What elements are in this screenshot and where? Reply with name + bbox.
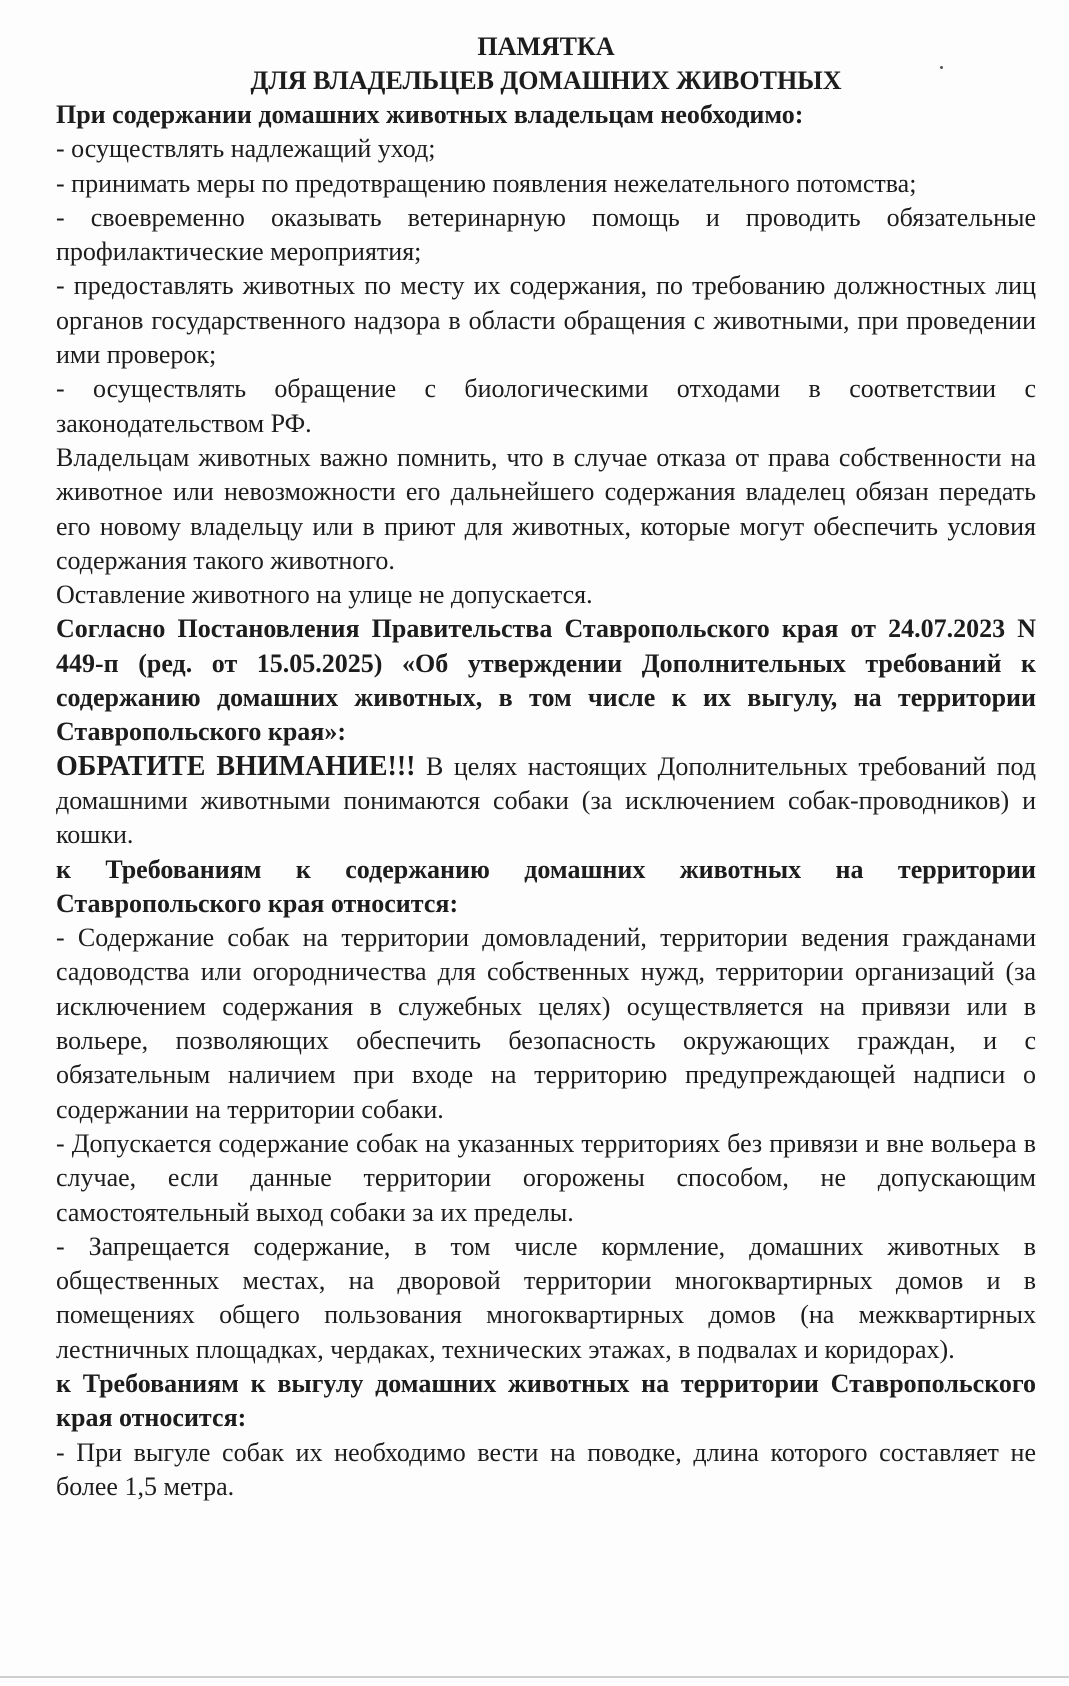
owners-duty-5: - осуществлять обращение с биологическими отходами в соответствии с законодательством РФ. xyxy=(56,374,1036,438)
keeping-rule-2: - Допускается содержание собак на указанных территориях без привязи и вне вольера в случае, если данные территории огорожены способом, не допускающим самостоятельный выход собаки за их пределы. xyxy=(56,1128,1036,1227)
owners-duty-4: - предоставлять животных по месту их содержания, по требованию должностных лиц органов государственного надзора в области обращения с животными, при проведении ими проверок; xyxy=(56,271,1036,370)
title-line-2: ДЛЯ ВЛАДЕЛЬЦЕВ ДОМАШНИХ ЖИВОТНЫХ xyxy=(250,66,842,95)
memo-body xyxy=(56,30,1036,1504)
owners-duty-3: - своевременно оказывать ветеринарную помощь и проводить обязательные профилактические мероприятия; xyxy=(56,202,1036,267)
attention-text: В целях настоящих Дополнительных требований под домашними животными понимаются собаки (за исключением собак-проводников) и кошки. xyxy=(56,751,1036,850)
attention-paragraph xyxy=(56,750,1036,853)
attention-label: ОБРАТИТЕ ВНИМАНИЕ!!! xyxy=(56,750,416,782)
keeping-rule-3: - Запрещается содержание, в том числе кормление, домашних животных в общественных местах, на дворовой территории многоквартирных домов и в помещениях общего пользования многоквартирных домов (на межквартирных лестничных площадках, чердаках, технических этажах, в подвалах и коридорах). xyxy=(56,1231,1036,1364)
keeping-rule-1: - Содержание собак на территории домовладений, территории ведения гражданами садоводства или огородничества для собственных нужд, территории организаций (за исключением содержания в служебных целях) осуществляется на привязи или в вольере, позволяющих обеспечить безопасность окружающих граждан, и с обязательным наличием при входе на территорию предупреждающей надписи о содержании на территории собаки. xyxy=(56,923,1036,1124)
owners-heading: При содержании домашних животных владельцам необходимо: xyxy=(56,100,804,129)
street-ban: Оставление животного на улице не допускается. xyxy=(56,580,593,610)
decree-reference: Согласно Постановления Правительства Ставропольского края от 24.07.2023 N 449-п (ред. от 15.05.2025) «Об утверждении Дополнительных требований к содержанию домашних животных, в том числе к их выгулу, на территории Ставропольского края»: xyxy=(56,614,1036,747)
owners-reminder: Владельцам животных важно помнить, что в случае отказа от права собственности на животное или невозможности его дальнейшего содержания владелец обязан передать его новому владельцу или в приют для животных, которые могут обеспечить условия содержания такого животного. xyxy=(56,442,1036,575)
title-line-1: ПАМЯТКА xyxy=(477,32,615,61)
scan-bottom-edge xyxy=(0,1676,1069,1678)
owners-duty-2: - принимать меры по предотвращению появления нежелательного потомства; xyxy=(56,168,917,198)
walking-heading: к Требованиям к выгулу домашних животных на территории Ставропольского края относится: xyxy=(56,1368,1036,1433)
owners-duty-1: - осуществлять надлежащий уход; xyxy=(56,134,436,164)
keeping-heading: к Требованиям к содержанию домашних животных на территории Ставропольского края относится: xyxy=(56,854,1036,918)
walking-rule-1: - При выгуле собак их необходимо вести на поводке, длина которого составляет не более 1,5 метра. xyxy=(56,1437,1036,1501)
